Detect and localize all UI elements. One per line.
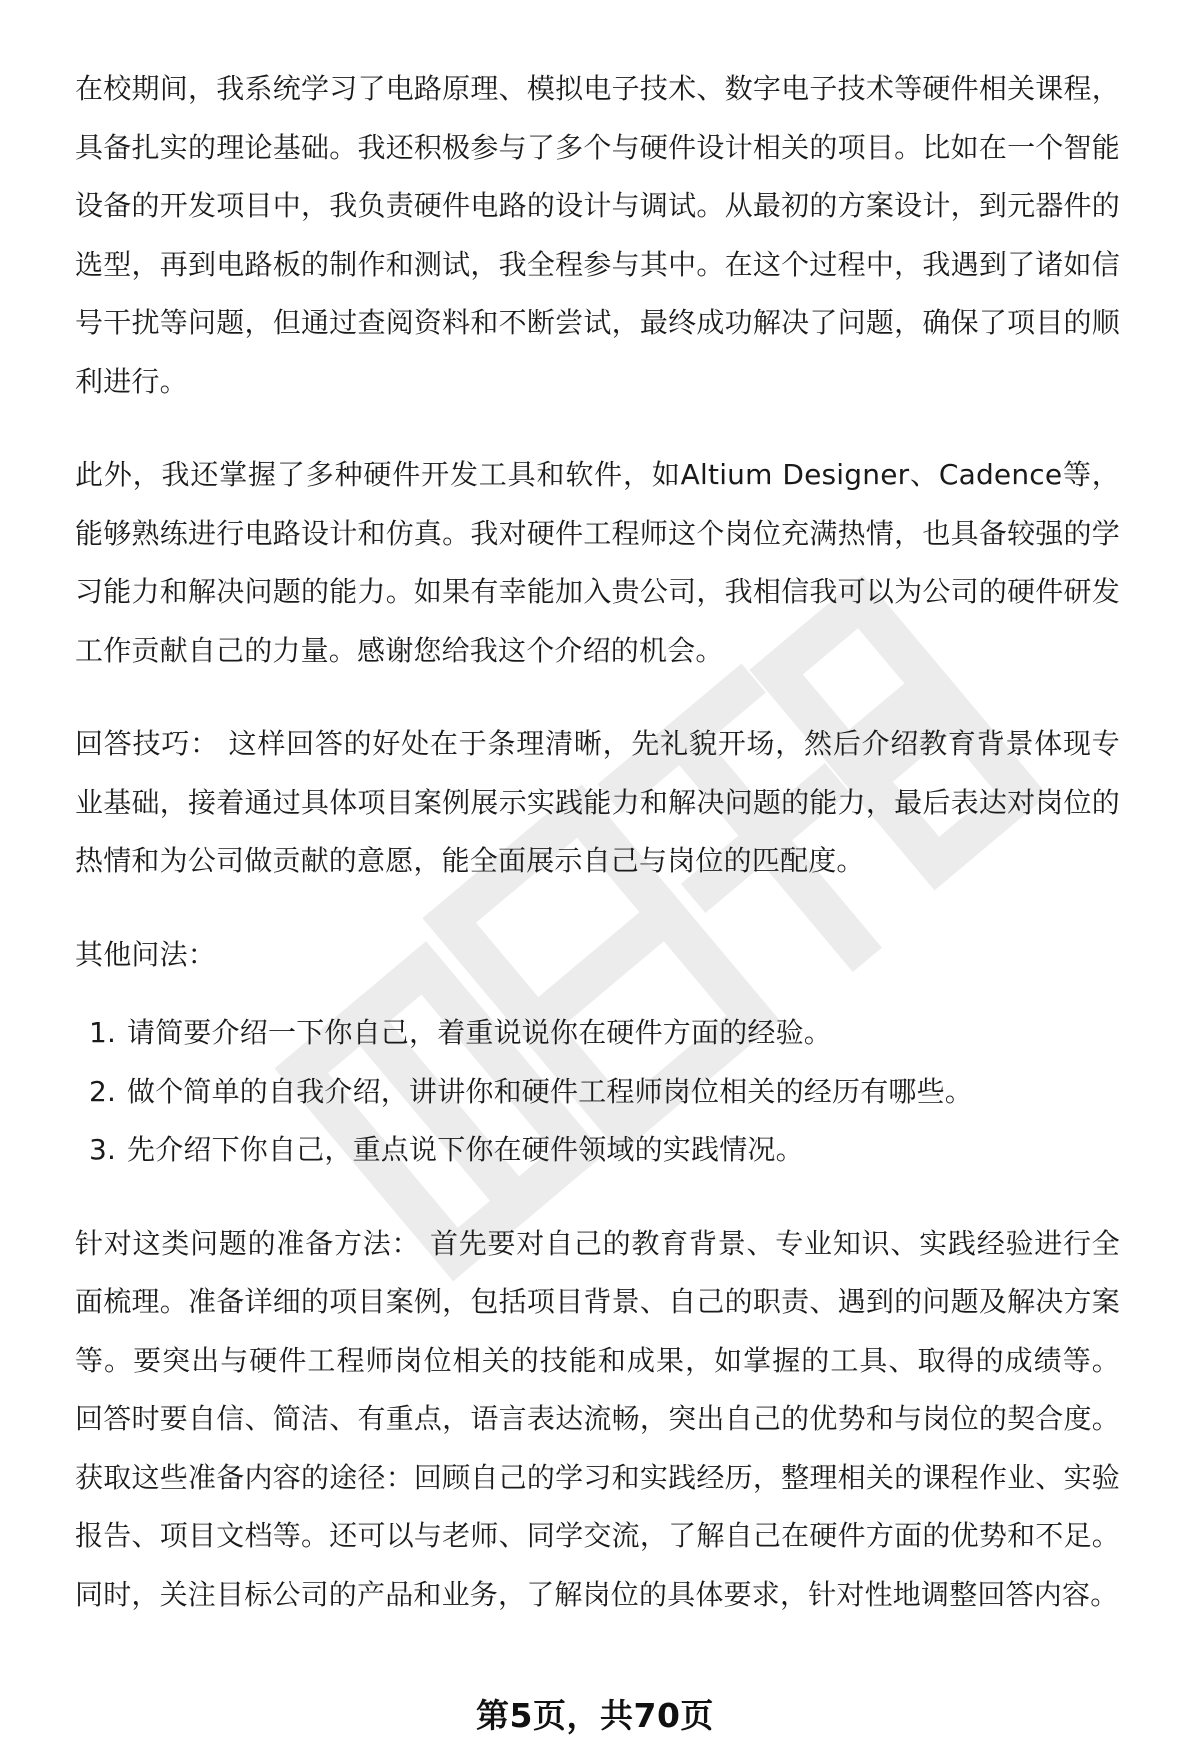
document-body [75,60,1120,1659]
paragraph-tools: 此外，我还掌握了多种硬件开发工具和软件，如Altium Designer、Cadence等，能够熟练进行电路设计和仿真。我对硬件工程师这个岗位充满热情，也具备较强的学习能力和解决问题的能力。如果有幸能加入贵公司，我相信我可以为公司的硬件研发工作贡献自己的力量。感谢您给我这个介绍的机会。 [75,458,1120,667]
alt-questions-heading: 其他问法： [75,937,217,971]
page-number-footer: 第5页，共70页 [476,1696,714,1735]
list-number: 2. [89,1074,117,1108]
alt-questions-list [75,1004,1120,1180]
list-item [89,1063,1120,1122]
list-text: 先介绍下你自己，重点说下你在硬件领域的实践情况。 [127,1133,804,1166]
paragraph-answer-tips: 回答技巧： 这样回答的好处在于条理清晰，先礼貌开场，然后介绍教育背景体现专业基础，接着通过具体项目案例展示实践能力和解决问题的能力，最后表达对岗位的热情和为公司做贡献的意愿，能全面展示自己与岗位的匹配度。 [75,727,1120,877]
list-text: 做个简单的自我介绍，讲讲你和硬件工程师岗位相关的经历有哪些。 [127,1074,974,1108]
paragraph-education: 在校期间，我系统学习了电路原理、模拟电子技术、数字电子技术等硬件相关课程，具备扎实的理论基础。我还积极参与了多个与硬件设计相关的项目。比如在一个智能设备的开发项目中，我负责硬件电路的设计与调试。从最初的方案设计，到元器件的选型，再到电路板的制作和测试，我全程参与其中。在这个过程中，我遇到了诸如信号干扰等问题，但通过查阅资料和不断尝试，最终成功解决了问题，确保了项目的顺利进行。 [75,72,1120,398]
paragraph-preparation: 针对这类问题的准备方法： 首先要对自己的教育背景、专业知识、实践经验进行全面梳理。准备详细的项目案例，包括项目背景、自己的职责、遇到的问题及解决方案等。要突出与硬件工程师岗位相关的技能和成果，如掌握的工具、取得的成绩等。 回答时要自信、简洁、有重点，语言表达流畅，突出自己的优势和与岗位的契合度。 获取这些准备内容的途径：回顾自己的学习和实践经历，整理相关的课程作业、实验报告、项目文档等。还可以与老师、同学交流，了解自己在硬件方面的优势和不足。同时，关注目标公司的产品和业务，了解岗位的具体要求，针对性地调整回答内容。 [75,1226,1120,1611]
list-text: 请简要介绍一下你自己，着重说说你在硬件方面的经验。 [127,1016,833,1049]
list-item [89,1121,1120,1180]
list-number: 1. [89,1016,117,1049]
list-item [89,1004,1120,1063]
list-number: 3. [89,1133,117,1166]
